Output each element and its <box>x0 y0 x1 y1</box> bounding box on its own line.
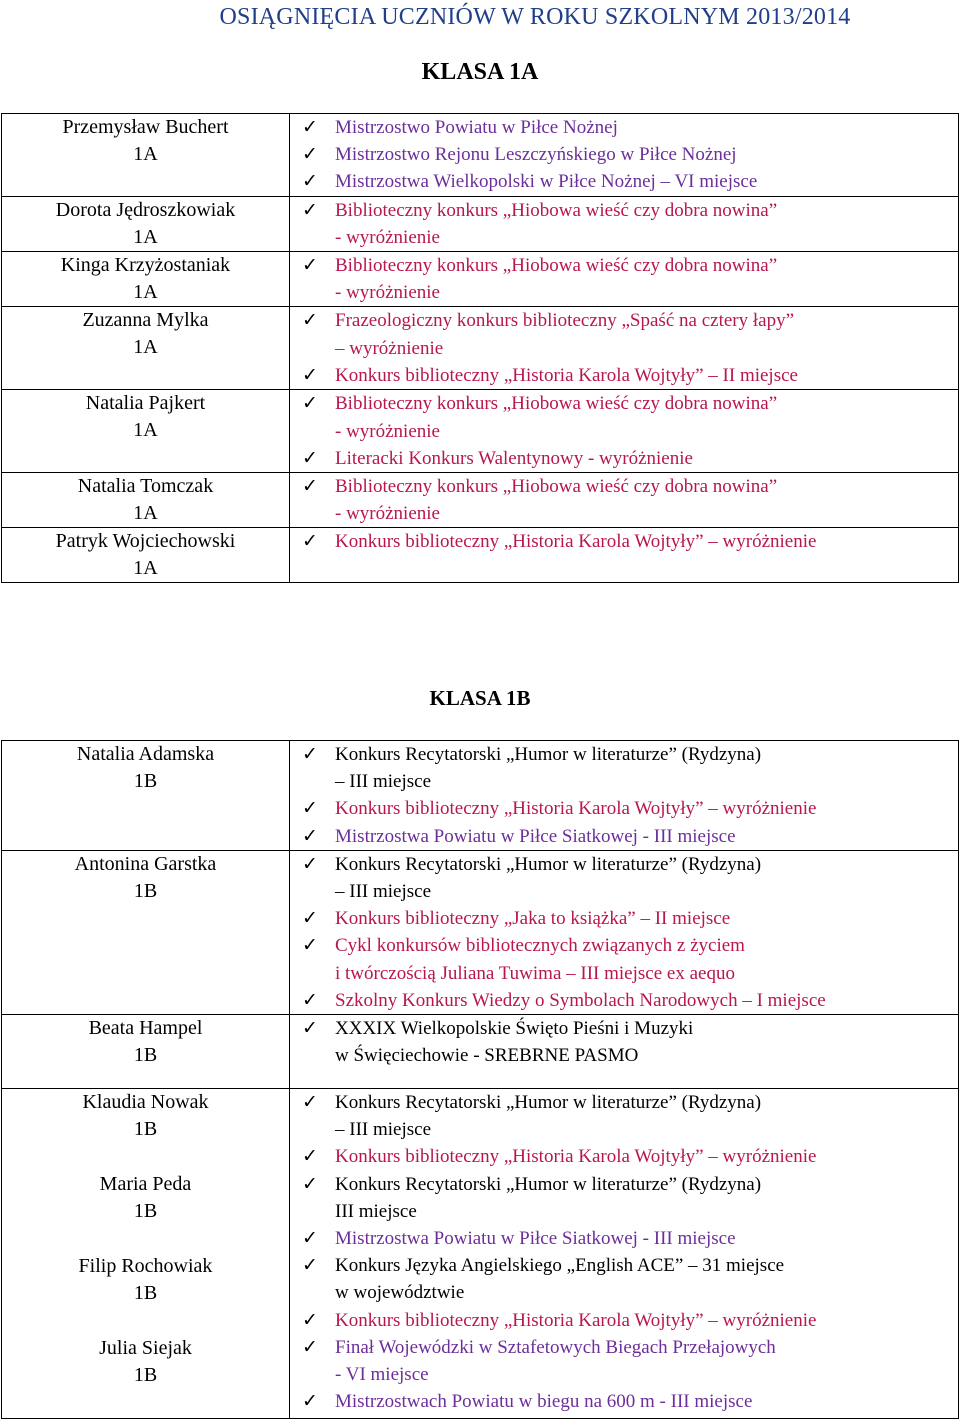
achievement-text-continuation: – wyróżnienie <box>335 337 444 359</box>
student-class: 1B <box>133 1282 158 1305</box>
achievement-item <box>290 1334 958 1388</box>
achievement-text: Mistrzostwo Powiatu w Piłce Nożnej <box>335 117 618 138</box>
achievements-cell <box>290 252 959 307</box>
checkmark-icon: ✓ <box>302 116 318 138</box>
student-name: Dorota Jędroszkowiak <box>55 198 236 221</box>
checkmark-icon: ✓ <box>302 824 318 847</box>
achievement-text: Konkurs Języka Angielskiego „English ACE” – 31 miejsce <box>335 1255 785 1277</box>
student-class: 1A <box>133 419 158 442</box>
student-name: Przemysław Buchert <box>62 116 229 138</box>
student-entry <box>2 1335 289 1417</box>
student-class: 1B <box>133 1044 158 1067</box>
checkmark-icon: ✓ <box>302 852 318 875</box>
student-entry <box>2 1253 289 1335</box>
achievement-text: Konkurs Recytatorski „Humor w literaturze” (Rydzyna) <box>335 853 762 875</box>
checkmark-icon: ✓ <box>302 743 318 765</box>
achievement-item <box>290 528 958 555</box>
achievement-text-continuation: – III miejsce <box>335 771 432 793</box>
achievement-item <box>290 197 958 251</box>
checkmark-icon: ✓ <box>302 797 318 820</box>
table-row <box>2 307 959 390</box>
table-row <box>2 196 959 251</box>
student-class: 1B <box>133 1364 158 1387</box>
achievement-text: Konkurs biblioteczny „Historia Karola Wojtyły” – wyróżnienie <box>335 1146 817 1168</box>
achievement-text: Konkurs biblioteczny „Jaka to książka” – II miejsce <box>335 908 731 930</box>
checkmark-icon: ✓ <box>302 530 318 553</box>
achievements-cell <box>290 741 959 851</box>
achievement-text: Konkurs Recytatorski „Humor w literaturze” (Rydzyna) <box>335 1092 762 1114</box>
achievement-item <box>290 1171 958 1225</box>
achievement-text-continuation: – III miejsce <box>335 1119 432 1141</box>
achievement-item <box>290 1015 958 1069</box>
checkmark-icon: ✓ <box>302 198 318 221</box>
checkmark-icon: ✓ <box>302 1227 318 1250</box>
student-name: Julia Siejak <box>99 1337 192 1360</box>
student-cell <box>2 390 290 473</box>
table-row <box>2 473 959 528</box>
checkmark-icon: ✓ <box>302 475 318 498</box>
student-name: Klaudia Nowak <box>82 1091 209 1114</box>
student-cell <box>2 307 290 390</box>
achievement-text-continuation: - wyróżnienie <box>335 226 440 248</box>
student-name: Natalia Pajkert <box>85 392 206 415</box>
student-name: Natalia Adamska <box>76 743 215 765</box>
achievements-cell <box>290 390 959 473</box>
achievement-text-continuation: i twórczością Juliana Tuwima – III miejsce ex aequo <box>335 962 735 984</box>
student-cell <box>2 850 290 1014</box>
achievement-text: Konkurs biblioteczny „Historia Karola Wojtyły” – II miejsce <box>335 364 798 386</box>
class-heading-1a: KLASA 1A <box>421 59 539 85</box>
student-entry <box>2 1015 289 1069</box>
checkmark-icon: ✓ <box>302 363 318 386</box>
achievement-item <box>290 390 958 444</box>
checkmark-icon: ✓ <box>302 1172 318 1195</box>
achievement-text: Konkurs biblioteczny „Historia Karola Wojtyły” – wyróżnienie <box>335 531 817 553</box>
achievement-item <box>290 252 958 306</box>
achievement-item <box>290 307 958 361</box>
student-cell <box>2 196 290 251</box>
achievement-item <box>290 362 958 389</box>
checkmark-icon: ✓ <box>302 170 318 193</box>
achievement-text: Finał Wojewódzki w Sztafetowych Biegach Przełajowych <box>335 1336 776 1358</box>
student-name: Natalia Tomczak <box>77 475 214 498</box>
student-cell <box>2 528 290 583</box>
student-entry <box>2 114 289 168</box>
achievement-item <box>290 987 958 1014</box>
achievement-text-continuation: - VI miejsce <box>335 1364 429 1386</box>
achievement-text: Konkurs Recytatorski „Humor w literaturze” (Rydzyna) <box>335 744 762 765</box>
checkmark-icon: ✓ <box>302 1308 318 1331</box>
student-class: 1A <box>133 143 158 165</box>
table-row <box>2 850 959 1014</box>
achievement-item <box>290 932 958 986</box>
achievement-text: Mistrzostwa Powiatu w Piłce Siatkowej - III miejsce <box>335 1228 736 1250</box>
student-entry <box>2 741 289 795</box>
student-class: 1B <box>133 770 158 792</box>
student-name: Zuzanna Mylka <box>82 309 209 332</box>
achievement-text-continuation: - wyróżnienie <box>335 282 440 304</box>
achievement-text: Frazeologiczny konkurs biblioteczny „Spaść na cztery łapy” <box>335 310 794 332</box>
achievement-text-continuation: III miejsce <box>335 1200 417 1222</box>
student-name: Beata Hampel <box>88 1017 203 1040</box>
checkmark-icon: ✓ <box>302 907 318 930</box>
achievement-item <box>290 823 958 850</box>
student-cell <box>2 741 290 851</box>
achievement-text: Mistrzostwo Rejonu Leszczyńskiego w Piłce Nożnej <box>335 144 737 166</box>
achievement-text-continuation: - wyróżnienie <box>335 503 440 525</box>
achievement-text-continuation: - wyróżnienie <box>335 420 440 442</box>
checkmark-icon: ✓ <box>302 1390 318 1413</box>
achievements-table-1a <box>1 113 959 583</box>
achievement-item <box>290 795 958 822</box>
achievements-cell <box>290 1089 959 1419</box>
achievement-text: Biblioteczny konkurs „Hiobowa wieść czy dobra nowina” <box>335 199 778 221</box>
student-entry <box>2 1089 289 1171</box>
achievement-item <box>290 1388 958 1415</box>
student-cell <box>2 252 290 307</box>
student-class: 1A <box>133 502 158 525</box>
achievement-item <box>290 168 958 195</box>
student-name: Antonina Garstka <box>74 852 217 875</box>
achievements-cell <box>290 1015 959 1089</box>
achievement-item <box>290 114 958 141</box>
achievement-text: Konkurs Recytatorski „Humor w literaturze” (Rydzyna) <box>335 1173 762 1195</box>
achievement-item <box>290 445 958 472</box>
student-entry <box>2 851 289 905</box>
achievement-text: XXXIX Wielkopolskie Święto Pieśni i Muzyki <box>335 1018 694 1040</box>
table-row <box>2 252 959 307</box>
achievements-table-1b <box>1 740 959 1419</box>
student-class: 1A <box>133 225 158 248</box>
achievement-item <box>290 1089 958 1143</box>
achievement-text-continuation: w Święciechowie - SREBRNE PASMO <box>335 1045 639 1067</box>
achievements-cell <box>290 473 959 528</box>
class-heading-1b: KLASA 1B <box>429 686 531 710</box>
achievement-item <box>290 1225 958 1252</box>
table-row <box>2 741 959 851</box>
student-class: 1B <box>133 879 158 902</box>
achievement-text: Biblioteczny konkurs „Hiobowa wieść czy dobra nowina” <box>335 393 778 415</box>
student-cell <box>2 473 290 528</box>
student-cell <box>2 1089 290 1419</box>
achievement-text: Szkolny Konkurs Wiedzy o Symbolach Narodowych – I miejsce <box>335 989 826 1011</box>
achievement-item <box>290 1252 958 1306</box>
achievement-text: Mistrzostwach Powiatu w biegu na 600 m - III miejsce <box>335 1391 753 1413</box>
student-entry <box>2 197 289 251</box>
achievement-text: Biblioteczny konkurs „Hiobowa wieść czy dobra nowina” <box>335 255 778 277</box>
achievements-cell <box>290 114 959 197</box>
achievement-item <box>290 741 958 795</box>
student-class: 1A <box>133 281 158 304</box>
table-row <box>2 1089 959 1419</box>
student-entry <box>2 252 289 306</box>
checkmark-icon: ✓ <box>302 1091 318 1114</box>
student-entry <box>2 390 289 444</box>
achievement-item <box>290 905 958 932</box>
achievement-text: Konkurs biblioteczny „Historia Karola Wojtyły” – wyróżnienie <box>335 1309 817 1331</box>
checkmark-icon: ✓ <box>302 392 318 415</box>
checkmark-icon: ✓ <box>302 1254 318 1277</box>
achievement-item <box>290 141 958 168</box>
student-entry <box>2 307 289 361</box>
student-name: Kinga Krzyżostaniak <box>60 254 231 277</box>
achievement-text: Konkurs biblioteczny „Historia Karola Wojtyły” – wyróżnienie <box>335 798 817 820</box>
checkmark-icon: ✓ <box>302 1017 318 1040</box>
table-row <box>2 1015 959 1089</box>
document-title: OSIĄGNIĘCIA UCZNIÓW W ROKU SZKOLNYM 2013/2014 <box>219 4 851 30</box>
student-cell <box>2 1015 290 1089</box>
achievement-item <box>290 1143 958 1170</box>
student-cell <box>2 114 290 197</box>
student-name: Patryk Wojciechowski <box>55 530 236 553</box>
table-row <box>2 114 959 197</box>
checkmark-icon: ✓ <box>302 988 318 1011</box>
achievements-cell <box>290 196 959 251</box>
checkmark-icon: ✓ <box>302 934 318 957</box>
checkmark-icon: ✓ <box>302 254 318 277</box>
achievement-text: Mistrzostwa Wielkopolski w Piłce Nożnej – VI miejsce <box>335 171 758 193</box>
student-entry <box>2 473 289 527</box>
achievement-text: Cykl konkursów bibliotecznych związanych z życiem <box>335 935 745 957</box>
checkmark-icon: ✓ <box>302 143 318 166</box>
student-name: Filip Rochowiak <box>78 1255 213 1278</box>
achievement-text: Literacki Konkurs Walentynowy - wyróżnienie <box>335 447 693 469</box>
student-class: 1B <box>133 1118 158 1141</box>
checkmark-icon: ✓ <box>302 1335 318 1358</box>
checkmark-icon: ✓ <box>302 309 318 332</box>
achievement-text: Biblioteczny konkurs „Hiobowa wieść czy dobra nowina” <box>335 476 778 498</box>
achievement-item <box>290 851 958 905</box>
student-entry <box>2 528 289 582</box>
achievements-cell <box>290 850 959 1014</box>
achievement-item <box>290 1307 958 1334</box>
student-class: 1A <box>133 557 158 580</box>
achievement-text-continuation: – III miejsce <box>335 881 432 903</box>
student-name: Maria Peda <box>99 1173 192 1196</box>
student-class: 1A <box>133 336 158 359</box>
student-entry <box>2 1171 289 1253</box>
checkmark-icon: ✓ <box>302 446 318 469</box>
table-row <box>2 390 959 473</box>
table-row <box>2 528 959 583</box>
achievement-item <box>290 473 958 527</box>
achievement-text-continuation: w województwie <box>335 1282 465 1304</box>
checkmark-icon: ✓ <box>302 1145 318 1168</box>
student-class: 1B <box>133 1200 158 1223</box>
achievements-cell <box>290 307 959 390</box>
achievements-cell <box>290 528 959 583</box>
achievement-text: Mistrzostwa Powiatu w Piłce Siatkowej - III miejsce <box>335 825 736 847</box>
